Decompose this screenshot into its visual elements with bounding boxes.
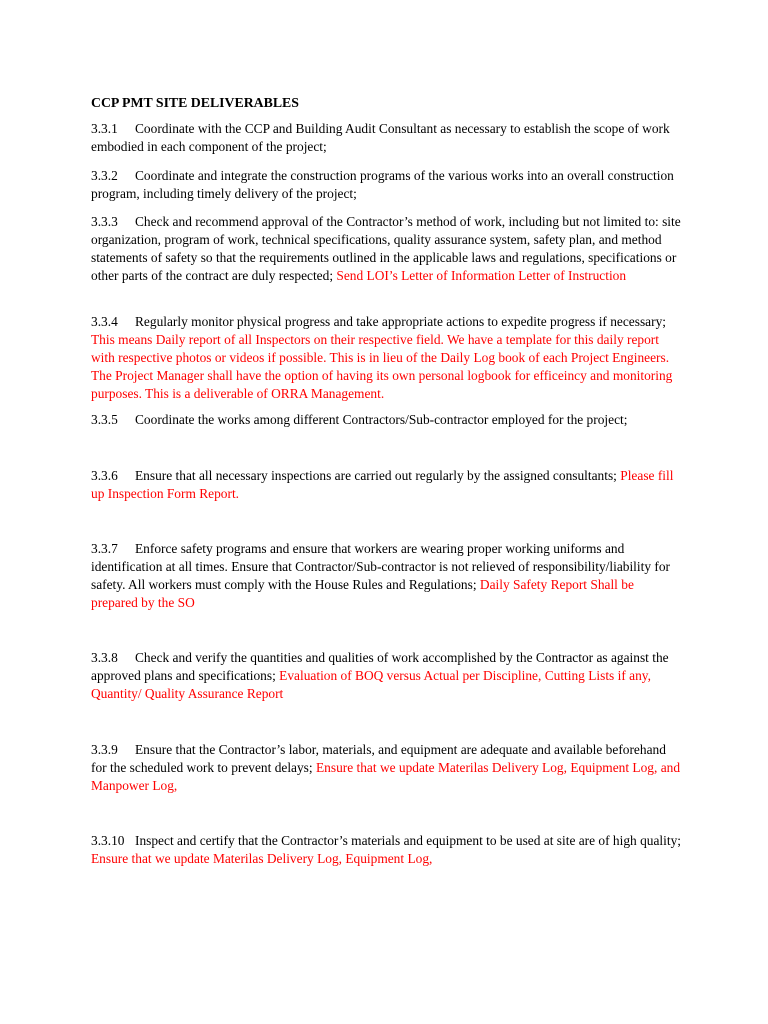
list-item — [91, 120, 681, 156]
item-note: Ensure that we update Materilas Delivery Log, Equipment Log, — [91, 851, 433, 866]
list-item — [91, 167, 681, 203]
item-note: Daily Safety Report Shall be prepared by the SO — [91, 577, 634, 610]
item-text: Coordinate the works among different Contractors/Sub-contractor employed for the project; — [135, 412, 628, 427]
item-note: Send LOI’s Letter of Information Letter of Instruction — [336, 268, 627, 283]
list-item — [91, 540, 681, 612]
list-item — [91, 832, 681, 868]
item-text: Coordinate with the CCP and Building Audit Consultant as necessary to establish the scope of work embodied in each component of the project; — [91, 121, 670, 154]
item-text: Ensure that all necessary inspections are carried out regularly by the assigned consultants; — [135, 468, 617, 483]
list-item — [91, 467, 681, 503]
item-number: 3.3.2 — [91, 168, 118, 183]
item-text: Ensure that the Contractor’s labor, materials, and equipment are adequate and available beforehand for the scheduled work to prevent delays; — [91, 742, 666, 775]
item-number: 3.3.1 — [91, 121, 118, 136]
item-text: Check and verify the quantities and qualities of work accomplished by the Contractor as against the approved plans and specifications; — [91, 650, 669, 683]
document-page — [91, 94, 681, 866]
item-text: Regularly monitor physical progress and take appropriate actions to expedite progress if necessary; — [135, 314, 666, 329]
item-number: 3.3.10 — [91, 833, 125, 848]
item-text: Enforce safety programs and ensure that workers are wearing proper working uniforms and identification at all times. Ensure that Contractor/Sub-contractor is not relieved of responsibility/liability for safety. All workers must comply with the House Rules and Regulations; — [91, 541, 671, 592]
item-note: Ensure that we update Materilas Delivery Log, Equipment Log, and Manpower Log, — [91, 760, 681, 793]
list-item — [91, 649, 681, 703]
item-note: Please fill up Inspection Form Report. — [91, 468, 674, 501]
item-text: Check and recommend approval of the Contractor’s method of work, including but not limited to: site organization, program of work, technical specifications, quality assurance system, safety plan, and method statements of safety so that the requirements outlined in the applicable laws and regulations, specifications or other parts of the contract are duly respected; — [91, 214, 681, 283]
item-number: 3.3.5 — [91, 412, 118, 427]
item-note: Evaluation of BOQ versus Actual per Discipline, Cutting Lists if any, Quantity/ Quality Assurance Report — [91, 668, 651, 701]
item-number: 3.3.6 — [91, 468, 118, 483]
item-number: 3.3.9 — [91, 742, 118, 757]
item-note: This means Daily report of all Inspectors on their respective field. We have a template for this daily report with respective photos or videos if possible. This is in lieu of the Daily Log book of each Project Engineers. The Project Manager shall have the option of having its own personal logbook for efficeincy and monitoring purposes. This is a deliverable of ORRA Management. — [91, 332, 673, 401]
item-number: 3.3.4 — [91, 314, 118, 329]
item-text: Inspect and certify that the Contractor’s materials and equipment to be used at site are of high quality; — [135, 833, 681, 848]
item-text: Coordinate and integrate the construction programs of the various works into an overall construction program, including timely delivery of the project; — [91, 168, 674, 201]
document-title: CCP PMT SITE DELIVERABLES — [91, 95, 299, 110]
list-item — [91, 741, 681, 795]
list-item — [91, 411, 681, 429]
item-number: 3.3.7 — [91, 541, 118, 556]
item-number: 3.3.3 — [91, 214, 118, 229]
list-item — [91, 313, 681, 403]
list-item — [91, 213, 681, 285]
item-number: 3.3.8 — [91, 650, 118, 665]
